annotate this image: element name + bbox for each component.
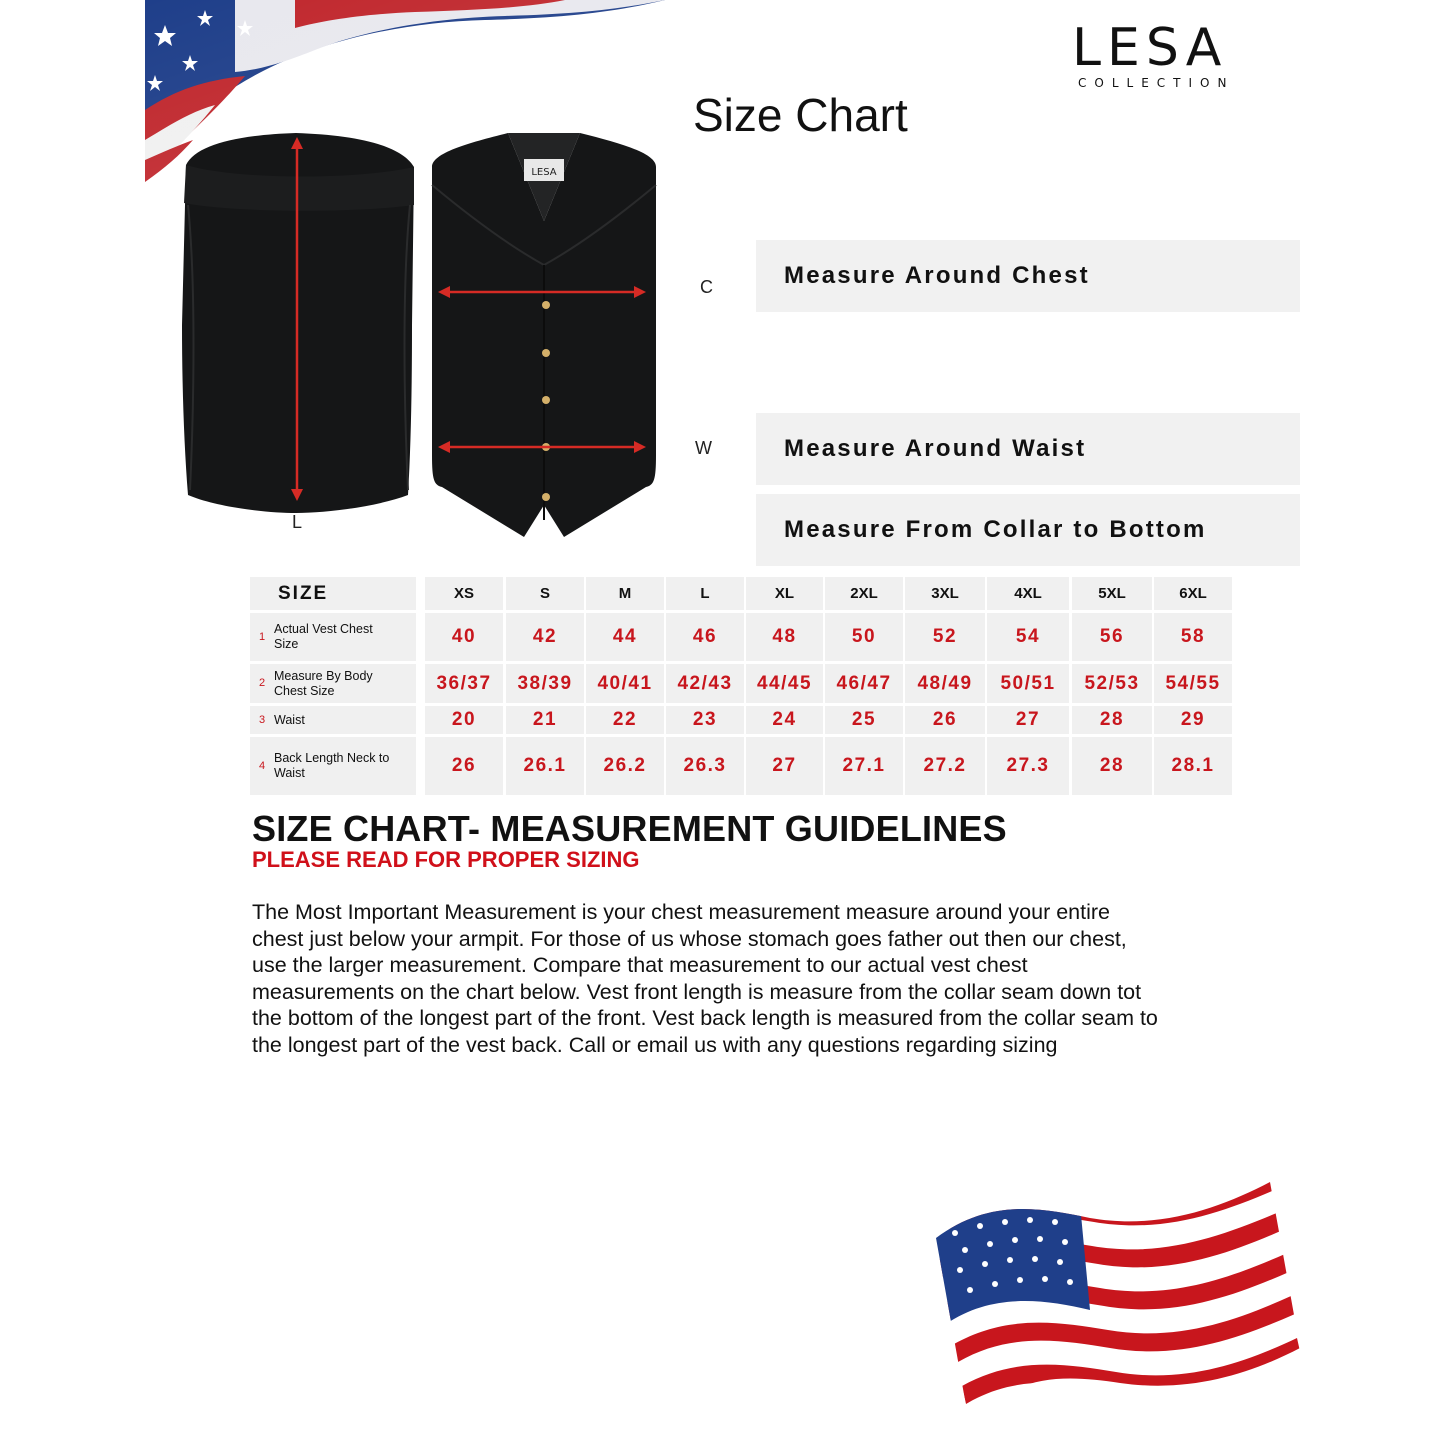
table-value-cell: 44/45 [746,664,823,703]
table-value-cell: 48 [746,613,823,661]
table-value-cell: 46 [666,613,744,661]
us-flag-image [930,1178,1305,1428]
table-value-cell: 50 [825,613,903,661]
measure-collar-label: Measure From Collar to Bottom [756,494,1300,566]
size-col-header: S [506,577,584,610]
size-col-header: 3XL [905,577,985,610]
table-value-cell: 23 [666,706,744,734]
size-header-cell [250,577,416,610]
table-row-label [250,664,416,703]
table-value-cell: 40/41 [586,664,664,703]
table-value-cell: 26.2 [586,737,664,795]
table-value-cell: 28.1 [1154,737,1232,795]
logo-sub-text: COLLECTION [1078,76,1235,90]
row-number: 1 [258,630,266,643]
table-value-cell: 44 [586,613,664,661]
row-label-text: Measure By Body Chest Size [274,668,373,698]
table-value-cell: 36/37 [425,664,503,703]
length-letter: L [292,512,303,532]
table-value-cell: 58 [1154,613,1232,661]
table-value-cell: 54 [987,613,1069,661]
table-value-cell: 54/55 [1154,664,1232,703]
row-label-text: Actual Vest Chest Size [274,622,373,651]
row-label-text: Waist [274,712,305,727]
guidelines-body: The Most Important Measurement is your chest measurement measure around your entire chest just below your armpit. For those of us whose stomach goes father out then our chest, use the larger measurement. Compare that measurement to our actual vest chest measurements on the chart below. Vest front length is measure from the collar seam down tot the bottom of the longest part of the front. Vest back length is measured from the collar seam to the longest part of the vest back. Call or email us with any questions regarding sizing [252,900,1158,1057]
table-row-label [250,706,416,734]
table-row-label [250,737,416,795]
logo-brand-text: LESA [1072,18,1228,78]
row-number: 3 [258,713,266,726]
size-col-header: XL [746,577,823,610]
table-value-cell: 42 [506,613,584,661]
table-value-cell: 29 [1154,706,1232,734]
size-col-header: 2XL [825,577,903,610]
table-value-cell: 52 [905,613,985,661]
table-value-cell: 27.1 [825,737,903,795]
brand-logo [1072,18,1272,90]
table-value-cell: 21 [506,706,584,734]
row-label-text: Back Length Neck to Waist [274,751,390,780]
table-value-cell: 26 [905,706,985,734]
table-value-cell: 56 [1072,613,1152,661]
waist-letter: W [695,438,712,458]
table-value-cell: 38/39 [506,664,584,703]
table-value-cell: 40 [425,613,503,661]
table-value-cell: 26.3 [666,737,744,795]
size-col-header: 5XL [1072,577,1152,610]
table-value-cell: 26 [425,737,503,795]
table-value-cell: 48/49 [905,664,985,703]
table-value-cell: 27.2 [905,737,985,795]
size-col-header: L [666,577,744,610]
table-value-cell: 42/43 [666,664,744,703]
table-row-label [250,613,416,661]
row-number: 2 [258,677,266,689]
measure-chest-label: Measure Around Chest [756,240,1300,312]
size-col-header: XS [425,577,503,610]
measure-waist-label: Measure Around Waist [756,413,1300,485]
table-value-cell: 27 [746,737,823,795]
table-value-cell: 46/47 [825,664,903,703]
row-number: 4 [258,759,266,772]
size-col-header: 6XL [1154,577,1232,610]
table-value-cell: 52/53 [1072,664,1152,703]
table-value-cell: 28 [1072,706,1152,734]
table-value-cell: 27 [987,706,1069,734]
size-col-header: M [586,577,664,610]
guidelines-title: SIZE CHART- MEASUREMENT GUIDELINES [252,808,1007,849]
table-value-cell: 28 [1072,737,1152,795]
chest-letter: C [700,277,713,297]
size-header-label: SIZE [278,582,329,604]
size-col-header: 4XL [987,577,1069,610]
guidelines-subtitle: PLEASE READ FOR PROPER SIZING [252,847,640,872]
size-table [250,577,1235,799]
table-value-cell: 25 [825,706,903,734]
svg-text:LESA: LESA [531,167,557,178]
table-value-cell: 22 [586,706,664,734]
page-title: Size Chart [693,89,908,141]
table-value-cell: 24 [746,706,823,734]
table-value-cell: 26.1 [506,737,584,795]
vest-front-image [428,125,660,545]
table-value-cell: 50/51 [987,664,1069,703]
table-value-cell: 20 [425,706,503,734]
table-value-cell: 27.3 [987,737,1069,795]
vest-back-image [176,125,421,520]
